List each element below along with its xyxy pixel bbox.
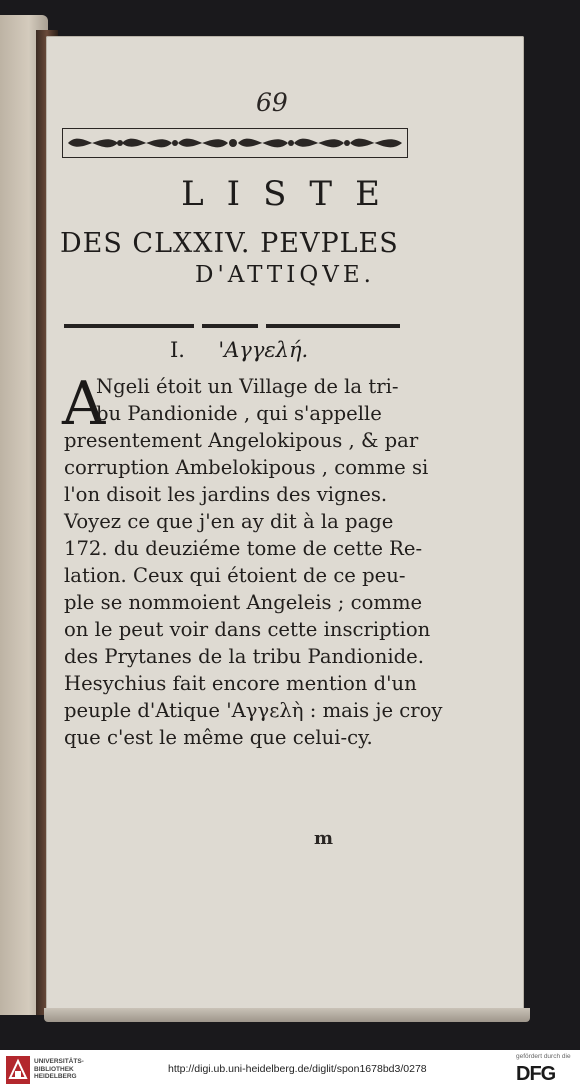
book-page: [46, 36, 524, 1014]
title-line-2: DES CLXXIV. PEVPLES: [60, 228, 399, 259]
title-line-1: LISTE: [181, 174, 403, 214]
university-library-logo-icon: [6, 1056, 30, 1084]
body-line: lation. Ceux qui étoient de ce peu-: [64, 564, 406, 587]
body-line: ple se nommoient Angeleis ; comme: [64, 591, 423, 614]
signature-mark: m: [314, 828, 334, 849]
page-number: 69: [256, 88, 288, 117]
body-line: bu Pandionide , qui s'appelle: [96, 402, 382, 425]
page-bottom-edge: [44, 1008, 530, 1022]
body-line: que c'est le même que celui-cy.: [64, 726, 373, 749]
section-number: I.: [170, 338, 185, 362]
rule-left: [64, 324, 194, 328]
ornament-band-icon: [62, 128, 408, 158]
body-line: Ngeli étoit un Village de la tri-: [96, 375, 399, 398]
library-name: UNIVERSITÄTS- BIBLIOTHEK HEIDELBERG: [34, 1058, 84, 1080]
rule-middle: [202, 324, 258, 328]
section-greek-title: 'Αγγελή.: [218, 338, 309, 362]
body-line: Voyez ce que j'en ay dit à la page: [64, 510, 394, 533]
body-line: corruption Ambelokipous , comme si: [64, 456, 429, 479]
body-line: peuple d'Atique 'Αγγελὴ : mais je croy: [64, 699, 443, 722]
drop-cap: A: [62, 369, 106, 439]
body-line: presentement Angelokipous , & par: [64, 429, 419, 452]
body-line: Hesychius fait encore mention d'un: [64, 672, 417, 695]
rule-right: [266, 324, 400, 328]
body-line: on le peut voir dans cette inscription: [64, 618, 431, 641]
title-line-3: D'ATTIQVE.: [195, 262, 375, 288]
section-heading: [170, 338, 308, 362]
funded-by-label: gefördert durch die: [516, 1053, 571, 1060]
body-line: l'on disoit les jardins des vignes.: [64, 483, 388, 506]
dfg-logo: DFG: [516, 1063, 556, 1085]
body-line: 172. du deuziéme tome de cette Re-: [64, 537, 423, 560]
permalink-url[interactable]: http://digi.ub.uni-heidelberg.de/diglit/spon1678bd3/0278: [168, 1063, 427, 1075]
body-line: des Prytanes de la tribu Pandionide.: [64, 645, 424, 668]
viewer-footer: [0, 1050, 580, 1090]
